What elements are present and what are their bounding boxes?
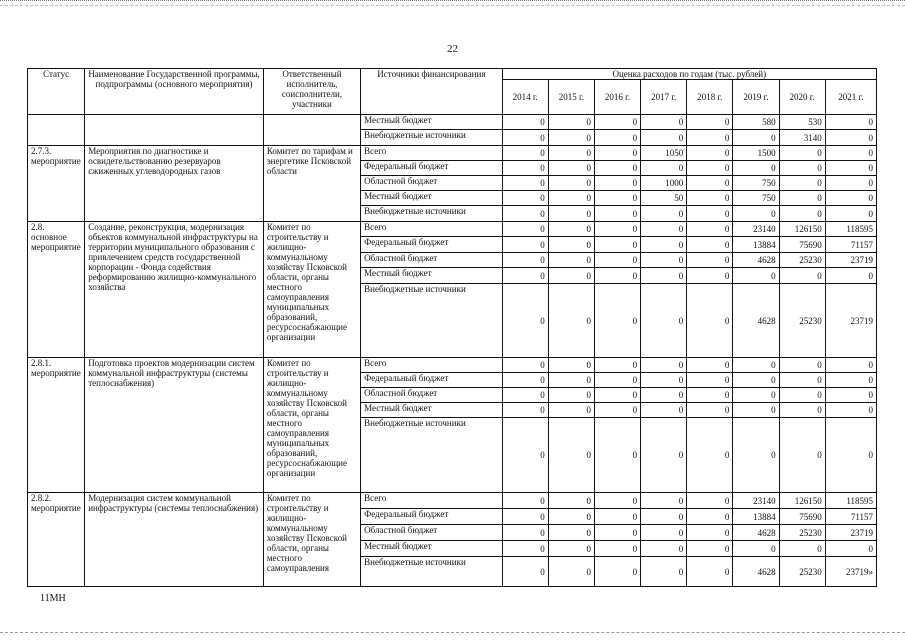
- cell-value: 0: [733, 373, 779, 388]
- cell-value: 0: [687, 268, 733, 284]
- cell-value: 750: [733, 176, 779, 191]
- cell-value: 23719»: [825, 557, 876, 587]
- cell-value: 71157: [825, 509, 876, 525]
- cell-value: 0: [548, 557, 594, 587]
- cell-value: 0: [502, 493, 548, 509]
- cell-value: 0: [548, 237, 594, 253]
- scan-edge-top: [0, 0, 905, 6]
- cell-status: 2.8.2. мероприятие: [28, 493, 85, 587]
- cell-value: 750: [733, 191, 779, 206]
- cell-value: 0: [825, 146, 876, 161]
- cell-value: 0: [502, 115, 548, 130]
- table-row: [28, 146, 877, 161]
- cell-value: 0: [548, 222, 594, 237]
- cell-value: 0: [733, 418, 779, 493]
- cell-value: 0: [502, 403, 548, 418]
- cell-value: 0: [502, 509, 548, 525]
- cell-source: Местный бюджет: [361, 268, 502, 284]
- header-year: 2017 г.: [641, 80, 687, 115]
- cell-value: 0: [733, 206, 779, 222]
- cell-value: 0: [733, 130, 779, 146]
- cell-value: 580: [733, 115, 779, 130]
- cell-value: 0: [594, 557, 640, 587]
- header-year: 2014 г.: [502, 80, 548, 115]
- cell-value: 0: [733, 388, 779, 403]
- cell-value: 0: [502, 253, 548, 268]
- cell-value: 0: [594, 237, 640, 253]
- cell-value: 0: [548, 358, 594, 373]
- header-row-top: [28, 69, 877, 80]
- cell-name: Мероприятия по диагностике и освидетельствованию резервуаров сжиженных углеводородных газов: [85, 146, 264, 222]
- cell-source: Внебюджетные источники: [361, 418, 502, 493]
- cell-value: 3140: [779, 130, 825, 146]
- cell-value: 0: [687, 130, 733, 146]
- header-year: 2021 г.: [825, 80, 876, 115]
- cell-value: 0: [733, 403, 779, 418]
- cell-source: Внебюджетные источники: [361, 284, 502, 358]
- cell-value: 13884: [733, 237, 779, 253]
- cell-source: Федеральный бюджет: [361, 509, 502, 525]
- cell-value: 0: [641, 557, 687, 587]
- cell-value: 0: [641, 509, 687, 525]
- cell-value: 0: [548, 373, 594, 388]
- cell-value: 0: [733, 268, 779, 284]
- cell-value: 0: [641, 541, 687, 557]
- cell-value: 0: [594, 161, 640, 176]
- cell-value: 0: [687, 557, 733, 587]
- cell-source: Внебюджетные источники: [361, 206, 502, 222]
- cell-value: 0: [641, 222, 687, 237]
- cell-source: Местный бюджет: [361, 541, 502, 557]
- cell-source: Областной бюджет: [361, 176, 502, 191]
- cell-executor: Комитет по строительству и жилищно-коммунальному хозяйству Псковской области, органы местного самоуправления муниципальных образований, ресурсоснабжающие организации: [263, 358, 360, 493]
- cell-value: 0: [502, 176, 548, 191]
- cell-value: 23140: [733, 493, 779, 509]
- cell-value: 0: [548, 509, 594, 525]
- cell-value: 0: [687, 418, 733, 493]
- cell-value: 0: [779, 268, 825, 284]
- cell-value: 0: [825, 388, 876, 403]
- cell-value: 0: [825, 403, 876, 418]
- header-year: 2016 г.: [594, 80, 640, 115]
- cell-value: 0: [594, 115, 640, 130]
- cell-value: 0: [502, 284, 548, 358]
- cell-value: 0: [548, 541, 594, 557]
- budget-table: [27, 68, 877, 587]
- cell-value: 0: [594, 191, 640, 206]
- header-sources: Источники финансирования: [361, 69, 502, 115]
- cell-value: 0: [687, 161, 733, 176]
- cell-executor: Комитет по строительству и жилищно-коммунальному хозяйству Псковской области, органы местного самоуправления муниципальных образований, ресурсоснабжающие организации: [263, 222, 360, 358]
- cell-value: 0: [641, 525, 687, 541]
- cell-value: 25230: [779, 253, 825, 268]
- cell-value: 118595: [825, 222, 876, 237]
- cell-value: 0: [733, 358, 779, 373]
- cell-value: 0: [594, 284, 640, 358]
- cell-value: 0: [641, 418, 687, 493]
- cell-value: 0: [641, 130, 687, 146]
- footer-code: 11МН: [40, 593, 66, 604]
- table-row: [28, 358, 877, 373]
- cell-value: 0: [779, 541, 825, 557]
- cell-value: 23719: [825, 525, 876, 541]
- cell-value: 0: [594, 253, 640, 268]
- cell-value: 0: [594, 222, 640, 237]
- cell-value: 0: [502, 373, 548, 388]
- cell-value: 0: [687, 284, 733, 358]
- cell-value: 0: [687, 191, 733, 206]
- cell-value: 0: [687, 525, 733, 541]
- cell-source: Местный бюджет: [361, 403, 502, 418]
- cell-value: 0: [779, 161, 825, 176]
- scan-edge-bottom: [0, 632, 905, 638]
- cell-value: 0: [594, 206, 640, 222]
- cell-value: 0: [779, 388, 825, 403]
- cell-value: 0: [502, 557, 548, 587]
- cell-status: 2.8. основное мероприятие: [28, 222, 85, 358]
- cell-value: 0: [825, 161, 876, 176]
- cell-executor: Комитет по строительству и жилищно-коммунальному хозяйству Псковской области, органы местного самоуправления: [263, 493, 360, 587]
- cell-value: 0: [594, 418, 640, 493]
- cell-value: 0: [779, 191, 825, 206]
- cell-value: 0: [687, 403, 733, 418]
- cell-value: 0: [641, 284, 687, 358]
- cell-value: 0: [548, 176, 594, 191]
- cell-value: 126150: [779, 493, 825, 509]
- cell-value: 0: [548, 130, 594, 146]
- cell-value: 0: [502, 206, 548, 222]
- cell-source: Всего: [361, 493, 502, 509]
- cell-value: 75690: [779, 237, 825, 253]
- header-name: Наименование Государственной программы, подпрограммы (основного мероприятия): [85, 69, 264, 115]
- cell-value: 0: [548, 388, 594, 403]
- cell-value: 0: [548, 403, 594, 418]
- cell-value: 0: [641, 388, 687, 403]
- cell-value: 0: [502, 541, 548, 557]
- cell-value: 126150: [779, 222, 825, 237]
- cell-name: Подготовка проектов модернизации систем коммунальной инфраструктуры (системы теплоснабжения): [85, 358, 264, 493]
- cell-value: 0: [548, 418, 594, 493]
- table-body: [28, 115, 877, 587]
- page-number: 22: [447, 43, 458, 55]
- cell-name: [85, 115, 264, 146]
- cell-value: 0: [779, 373, 825, 388]
- cell-value: 0: [594, 176, 640, 191]
- cell-value: 0: [641, 253, 687, 268]
- cell-value: 0: [687, 253, 733, 268]
- cell-value: 0: [594, 388, 640, 403]
- cell-value: 0: [641, 206, 687, 222]
- cell-value: 0: [594, 525, 640, 541]
- cell-value: 0: [548, 115, 594, 130]
- cell-value: 0: [641, 403, 687, 418]
- cell-value: 0: [641, 493, 687, 509]
- cell-value: 0: [502, 146, 548, 161]
- cell-value: 0: [779, 206, 825, 222]
- cell-value: 0: [687, 541, 733, 557]
- cell-value: 0: [825, 191, 876, 206]
- cell-value: 0: [687, 237, 733, 253]
- cell-value: 0: [548, 268, 594, 284]
- cell-value: 0: [825, 176, 876, 191]
- cell-value: 0: [548, 146, 594, 161]
- cell-value: 0: [502, 222, 548, 237]
- cell-value: 0: [594, 541, 640, 557]
- cell-value: 0: [687, 206, 733, 222]
- cell-value: 0: [687, 388, 733, 403]
- cell-value: 75690: [779, 509, 825, 525]
- cell-value: 0: [687, 222, 733, 237]
- cell-name: Создание, реконструкция, модернизация объектов коммунальной инфраструктуры на территории муниципального образования с привлечением средств государственной корпорации - Фонда содействия реформированию жилищно-коммунального хозяйства: [85, 222, 264, 358]
- cell-status: 2.7.3. мероприятие: [28, 146, 85, 222]
- cell-value: 0: [825, 418, 876, 493]
- cell-value: 0: [825, 268, 876, 284]
- cell-value: 0: [687, 509, 733, 525]
- cell-value: 0: [594, 509, 640, 525]
- header-status: Статус: [28, 69, 85, 115]
- cell-value: 0: [641, 373, 687, 388]
- header-year: 2015 г.: [548, 80, 594, 115]
- cell-value: 0: [825, 206, 876, 222]
- cell-value: 0: [502, 161, 548, 176]
- cell-value: 0: [641, 161, 687, 176]
- cell-value: 1050: [641, 146, 687, 161]
- cell-value: 0: [687, 115, 733, 130]
- cell-value: 0: [687, 358, 733, 373]
- cell-value: 4628: [733, 557, 779, 587]
- cell-value: 0: [825, 130, 876, 146]
- cell-value: 0: [502, 130, 548, 146]
- cell-value: 0: [825, 541, 876, 557]
- cell-source: Внебюджетные источники: [361, 557, 502, 587]
- cell-value: 4628: [733, 284, 779, 358]
- cell-value: 0: [502, 358, 548, 373]
- table-row: [28, 222, 877, 237]
- cell-value: 23140: [733, 222, 779, 237]
- cell-status: 2.8.1. мероприятие: [28, 358, 85, 493]
- cell-value: 0: [779, 358, 825, 373]
- cell-source: Внебюджетные источники: [361, 130, 502, 146]
- cell-value: 0: [641, 358, 687, 373]
- cell-value: 0: [548, 253, 594, 268]
- cell-value: 0: [548, 493, 594, 509]
- cell-value: 0: [825, 373, 876, 388]
- cell-source: Всего: [361, 146, 502, 161]
- cell-value: 0: [825, 115, 876, 130]
- cell-status: [28, 115, 85, 146]
- header-expenses: Оценка расходов по годам (тыс. рублей): [502, 69, 876, 80]
- cell-source: Всего: [361, 358, 502, 373]
- cell-value: 0: [502, 191, 548, 206]
- cell-value: 13884: [733, 509, 779, 525]
- cell-value: 0: [548, 284, 594, 358]
- cell-value: 0: [641, 115, 687, 130]
- cell-value: 71157: [825, 237, 876, 253]
- cell-executor: [263, 115, 360, 146]
- cell-value: 0: [548, 191, 594, 206]
- cell-value: 0: [687, 176, 733, 191]
- cell-value: 23719: [825, 284, 876, 358]
- cell-value: 0: [641, 237, 687, 253]
- cell-source: Местный бюджет: [361, 115, 502, 130]
- cell-value: 23719: [825, 253, 876, 268]
- cell-value: 0: [594, 146, 640, 161]
- cell-value: 0: [594, 268, 640, 284]
- header-year: 2019 г.: [733, 80, 779, 115]
- cell-value: 0: [779, 418, 825, 493]
- cell-value: 0: [594, 373, 640, 388]
- cell-value: 4628: [733, 525, 779, 541]
- header-year: 2018 г.: [687, 80, 733, 115]
- cell-value: 0: [548, 525, 594, 541]
- cell-value: 0: [502, 268, 548, 284]
- cell-value: 25230: [779, 525, 825, 541]
- cell-value: 0: [687, 493, 733, 509]
- cell-source: Областной бюджет: [361, 388, 502, 403]
- cell-name: Модернизация систем коммунальной инфраструктуры (системы теплоснабжения): [85, 493, 264, 587]
- cell-value: 0: [594, 403, 640, 418]
- cell-value: 25230: [779, 284, 825, 358]
- cell-value: 0: [779, 403, 825, 418]
- cell-value: 50: [641, 191, 687, 206]
- cell-value: 0: [548, 161, 594, 176]
- cell-value: 1500: [733, 146, 779, 161]
- cell-source: Федеральный бюджет: [361, 373, 502, 388]
- cell-value: 0: [733, 161, 779, 176]
- cell-value: 25230: [779, 557, 825, 587]
- cell-value: 1000: [641, 176, 687, 191]
- cell-value: 530: [779, 115, 825, 130]
- cell-value: 0: [502, 237, 548, 253]
- cell-value: 0: [733, 541, 779, 557]
- cell-value: 0: [502, 388, 548, 403]
- header-executor: Ответственный исполнитель, соисполнители, участники: [263, 69, 360, 115]
- cell-value: 4628: [733, 253, 779, 268]
- cell-value: 0: [594, 493, 640, 509]
- cell-value: 0: [825, 358, 876, 373]
- cell-source: Федеральный бюджет: [361, 237, 502, 253]
- cell-value: 118595: [825, 493, 876, 509]
- cell-source: Местный бюджет: [361, 191, 502, 206]
- table-row: [28, 493, 877, 509]
- cell-source: Областной бюджет: [361, 525, 502, 541]
- cell-value: 0: [548, 206, 594, 222]
- cell-value: 0: [779, 176, 825, 191]
- cell-value: 0: [502, 418, 548, 493]
- cell-value: 0: [687, 373, 733, 388]
- cell-value: 0: [594, 130, 640, 146]
- cell-source: Всего: [361, 222, 502, 237]
- table-row: [28, 115, 877, 130]
- cell-value: 0: [641, 268, 687, 284]
- cell-source: Федеральный бюджет: [361, 161, 502, 176]
- cell-value: 0: [502, 525, 548, 541]
- cell-value: 0: [687, 146, 733, 161]
- cell-source: Областной бюджет: [361, 253, 502, 268]
- cell-value: 0: [779, 146, 825, 161]
- cell-value: 0: [594, 358, 640, 373]
- cell-executor: Комитет по тарифам и энергетике Псковской области: [263, 146, 360, 222]
- header-year: 2020 г.: [779, 80, 825, 115]
